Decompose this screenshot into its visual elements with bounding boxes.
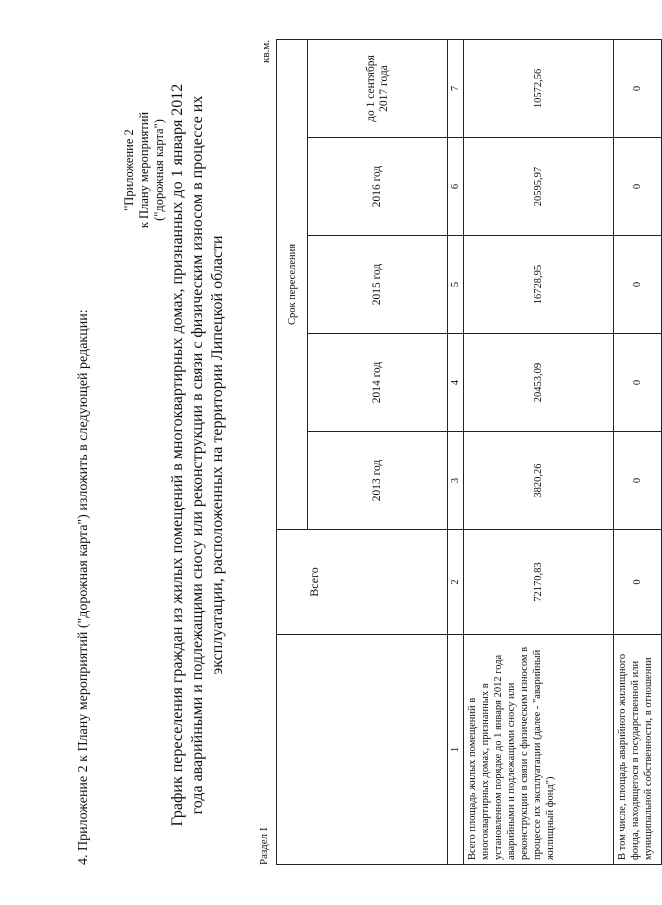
row-value-2014: 20453,09 <box>464 334 614 432</box>
row-value-2014: 0 <box>614 334 662 432</box>
col-number-4: 4 <box>448 334 464 432</box>
col-number-5: 5 <box>448 236 464 334</box>
header-description-cell <box>277 635 448 865</box>
row-value-2013: 0 <box>614 432 662 530</box>
header-year-2015: 2015 год <box>308 236 448 334</box>
appendix-line-3: ("дорожная карта") <box>152 119 166 221</box>
row-label: В том числе, площадь аварийного жилищного фонда, находящегося в государственной или муниципальной собственности, в отношении <box>614 635 662 865</box>
col-number-1: 1 <box>448 635 464 865</box>
header-year-2014: 2014 год <box>308 334 448 432</box>
column-number-row <box>448 39 464 864</box>
header-year-2016: 2016 год <box>308 138 448 236</box>
row-value-total: 0 <box>614 530 662 635</box>
col-number-3: 3 <box>448 432 464 530</box>
section-label: Раздел I <box>258 827 270 865</box>
row-label: Всего площадь жилых помещений в многоквартирных домах, признанных в установленном порядке до 1 января 2012 года аварийными и подлежащими сносу или реконструкции в связи с физическим износом в процессе их эксплуатации (далее - "аварийный жилищный фонд") <box>464 635 614 865</box>
appendix-caption <box>122 40 167 300</box>
row-value-2015: 0 <box>614 236 662 334</box>
row-value-2017: 0 <box>614 39 662 137</box>
heading-line-1: График переселения граждан из жилых помещений в многоквартирных домах, признанных до 1 января 2012 <box>169 83 186 827</box>
appendix-line-1: "Приложение 2 <box>122 129 136 211</box>
row-value-2016: 20595,97 <box>464 138 614 236</box>
heading-line-2: года аварийными и подлежащими сносу или реконструкции в связи с физическим износом в процессе их <box>189 95 206 815</box>
heading-line-3: эксплуатации, расположенных на территории Липецкой области <box>209 235 226 675</box>
document-heading <box>168 75 228 835</box>
row-value-2016: 0 <box>614 138 662 236</box>
header-period-cell: Срок переселения <box>277 39 308 529</box>
table-header-row-1 <box>277 39 308 864</box>
unit-label: кв.м. <box>260 40 272 63</box>
col-number-2: 2 <box>448 530 464 635</box>
row-value-total: 72170,83 <box>464 530 614 635</box>
col-number-6: 6 <box>448 138 464 236</box>
intro-text: 4. Приложение 2 к Плану мероприятий ("дорожная карта") изложить в следующей редакции: <box>76 309 91 865</box>
col-number-7: 7 <box>448 39 464 137</box>
row-value-2013: 3820,26 <box>464 432 614 530</box>
row-value-2015: 16728,95 <box>464 236 614 334</box>
table-row <box>614 39 662 864</box>
resettlement-table <box>276 39 662 865</box>
row-value-2017: 10572,56 <box>464 39 614 137</box>
header-year-2017: до 1 сентября 2017 года <box>308 39 448 137</box>
table-row <box>464 39 614 864</box>
header-total-cell: Всего <box>277 530 448 635</box>
appendix-line-2: к Плану мероприятий <box>137 111 151 229</box>
header-year-2013: 2013 год <box>308 432 448 530</box>
